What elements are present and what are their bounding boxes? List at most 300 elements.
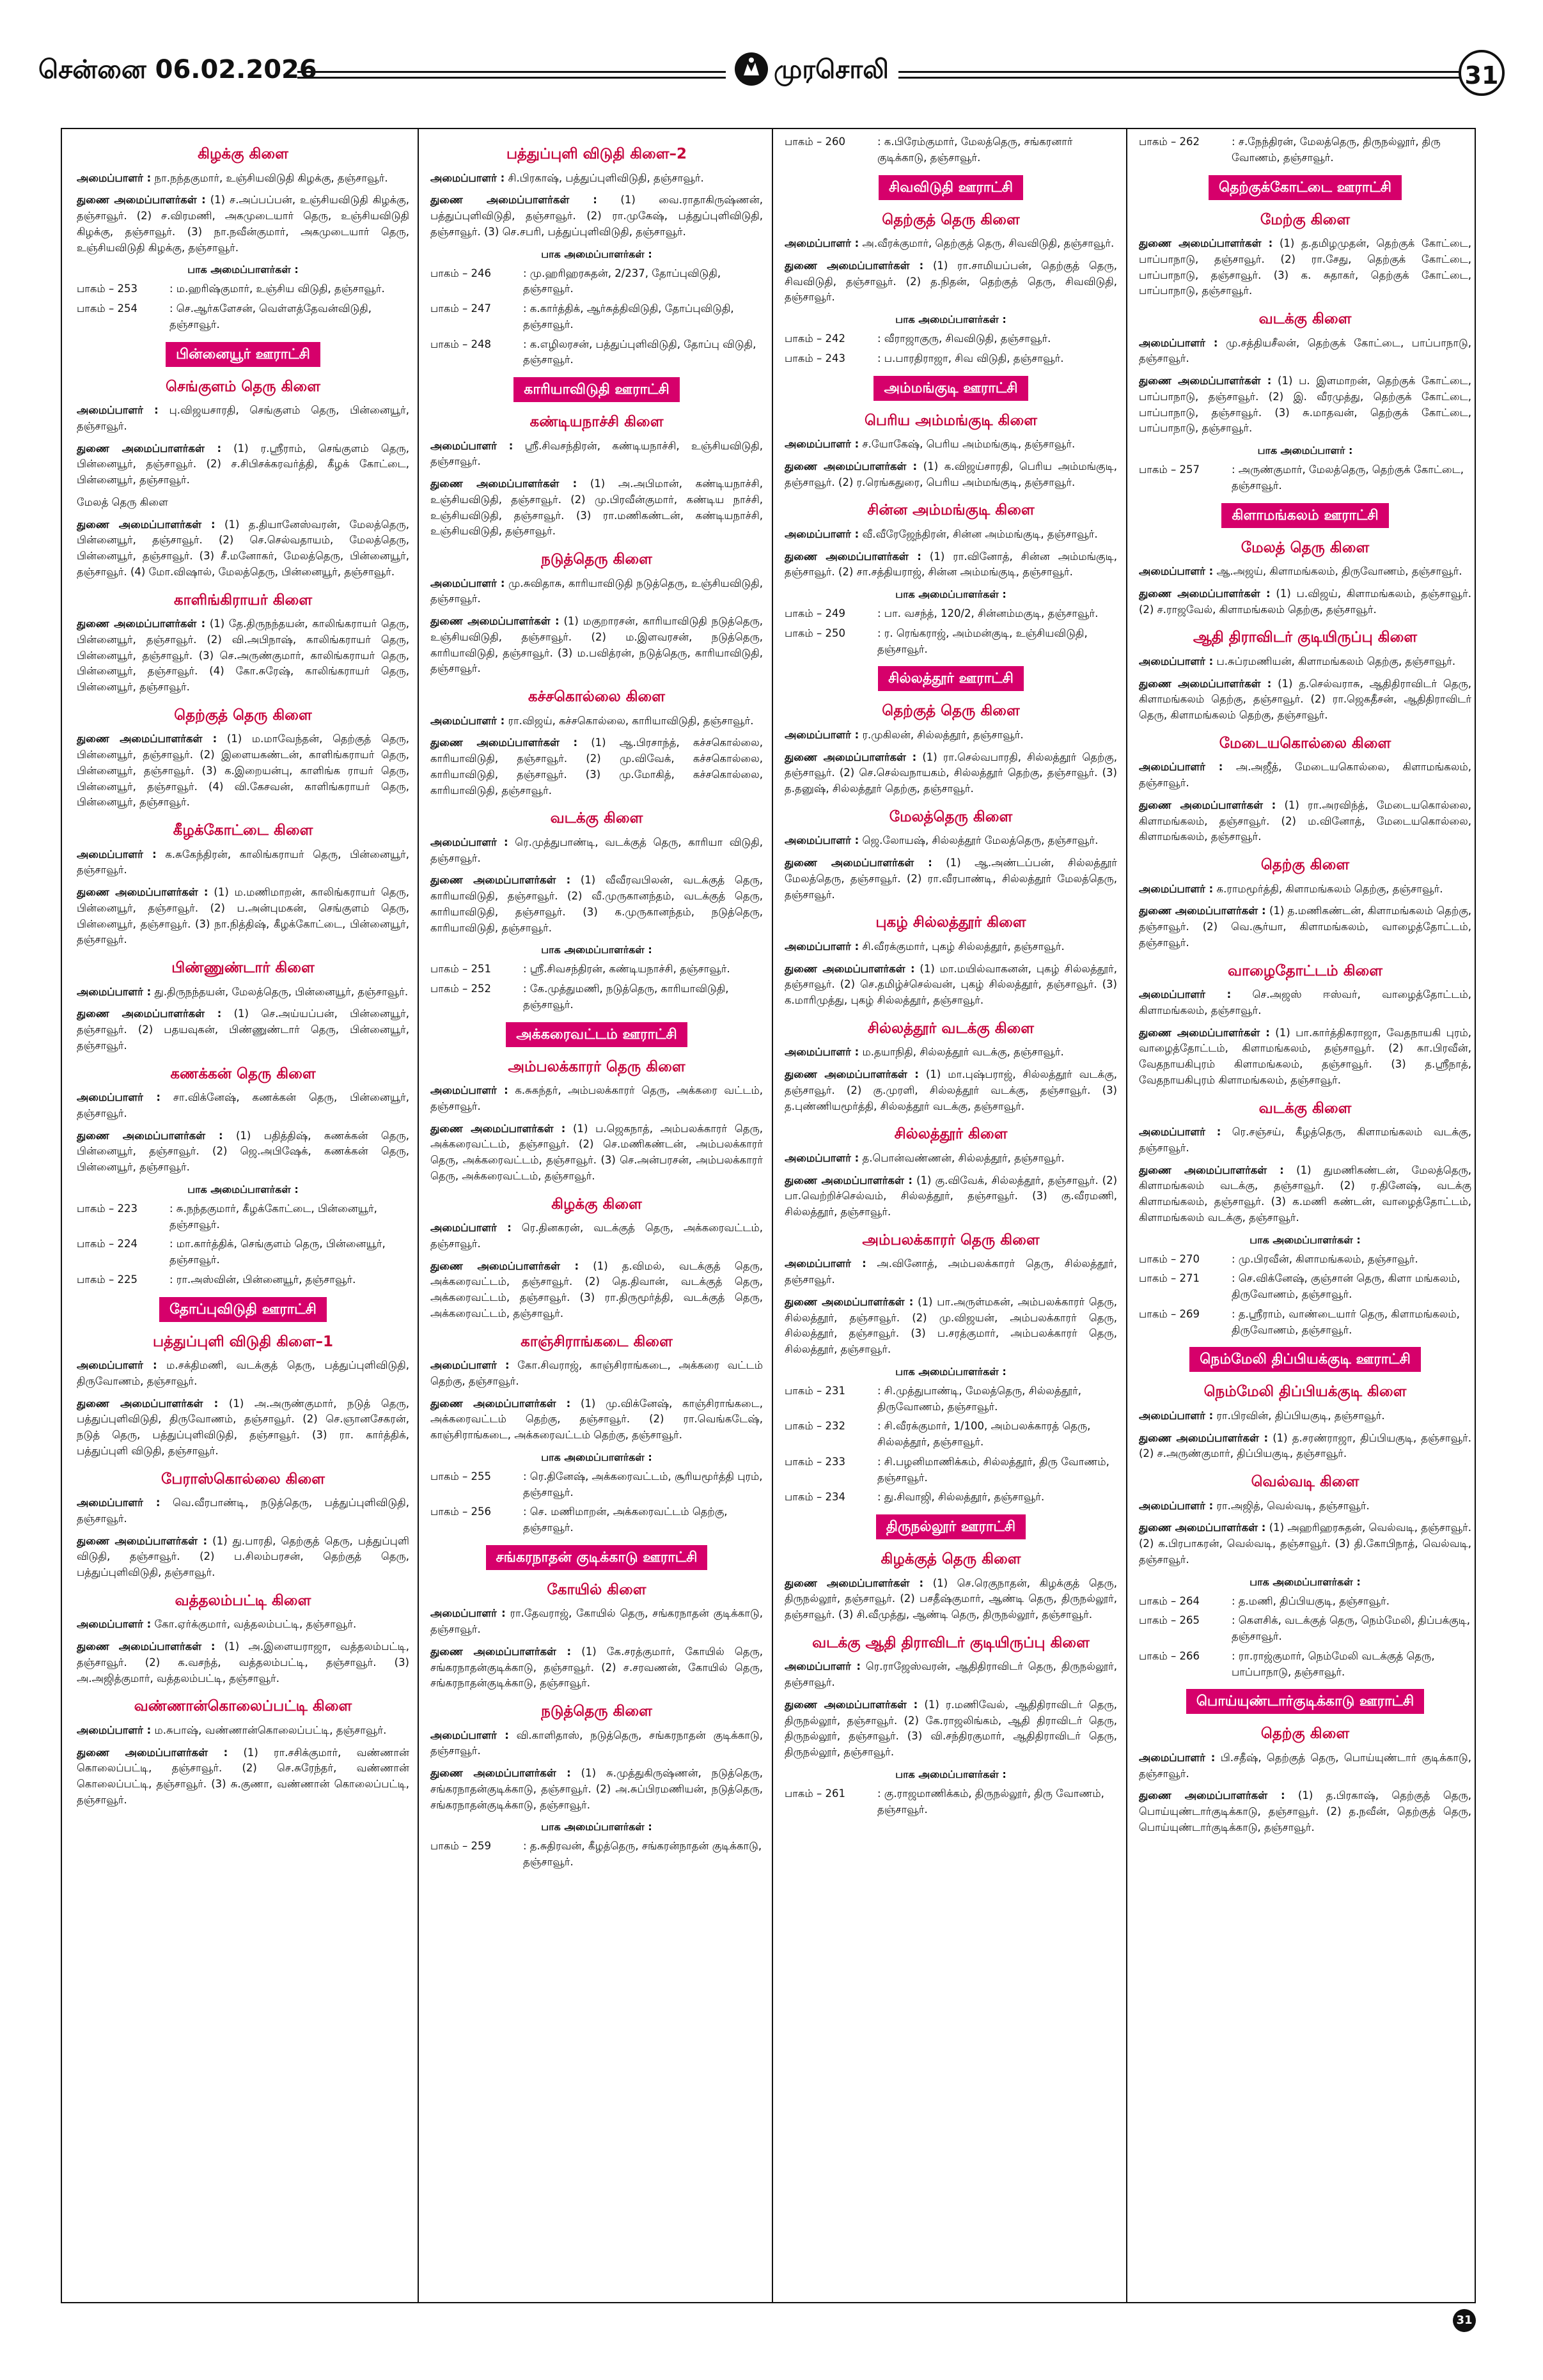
member-entry: [430, 1644, 763, 1692]
member-entry: [430, 1220, 763, 1252]
booth-organiser: : வீராஜாகுரு, சிவவிடுதி, தஞ்சாவூர்.: [877, 332, 1051, 345]
role-label: அமைப்பாளர் :: [1139, 655, 1214, 667]
member-details: (1) ர.ஸ்ரீராம், செங்குளம் தெரு, பின்னையூர், தஞ்சாவூர். (2) ச.சிபிசக்கரவர்த்தி, கீழக் கோட்டை, பின்னையூர், தஞ்சாவூர்.: [77, 442, 409, 486]
member-details: நா.நந்தகுமார், உஞ்சியவிடுதி கிழக்கு, தஞ்சாவூர்.: [154, 171, 388, 184]
member-entry: [785, 1045, 1117, 1061]
booth-number: பாகம் – 252: [430, 983, 491, 995]
member-details: க.சுகந்தர், அம்பலக்காரர் தெரு, அக்கரை வட்டம், தஞ்சாவூர்.: [430, 1084, 763, 1112]
role-label: துணை அமைப்பாளர்கள் :: [1139, 1521, 1266, 1534]
role-label: துணை அமைப்பாளர்கள் :: [77, 194, 206, 206]
branch-heading: வத்தலம்பட்டி கிளை: [175, 1592, 311, 1609]
member-details: (1) வை.ராதாகிருஷ்ணன், பத்துப்புளிவிடுதி, தஞ்சாவூர். (2) ரா.முகேஷ், பத்துப்புளிவிடுதி, தஞ்சாவூர். (3) செ.சபரி, பத்துப்புளிவிடுதி, தஞ்சாவூர்.: [430, 194, 763, 238]
role-label: அமைப்பாளர் :: [1139, 761, 1223, 774]
edition-date: சென்னை 06.02.2026: [38, 55, 317, 84]
role-label: துணை அமைப்பாளர்கள் :: [430, 736, 578, 749]
booth-row: [1139, 134, 1471, 166]
column-2: [430, 134, 763, 2298]
booth-number: பாகம் – 260: [785, 136, 845, 148]
member-details: சி.பிரகாஷ், பத்துப்புளிவிடுதி, தஞ்சாவூர்.: [508, 171, 704, 184]
member-details: ரா.பிரவின், திப்பியகுடி, தஞ்சாவூர்.: [1216, 1409, 1385, 1422]
member-details: பி.சதீஷ், தெற்குத் தெரு, பொய்யுண்டார் குடிக்காடு, தஞ்சாவூர்.: [1139, 1751, 1471, 1780]
member-entry: [1139, 1750, 1471, 1782]
role-label: அமைப்பாளர் :: [1139, 1499, 1214, 1512]
booth-organiser: : மு.ஹரிஹரசுதன், 2/237, தோப்புவிடுதி, தஞ்சாவூர்.: [523, 267, 721, 295]
role-label: அமைப்பாளர் :: [1139, 336, 1218, 349]
role-label: துணை அமைப்பாளர்கள் :: [430, 1259, 579, 1272]
member-entry: [1139, 676, 1471, 724]
member-entry: [1139, 759, 1471, 791]
member-details: (1) து.பாரதி, தெற்குத் தெரு, பத்துப்புளி விடுதி, தஞ்சாவூர். (2) ப.சிலம்பரசன், தெற்குத் தெரு, பத்துப்புளிவிடுதி, தஞ்சாவூர்.: [77, 1534, 409, 1578]
booth-number: பாகம் – 234: [785, 1491, 845, 1504]
booth-subheading: பாக அமைப்பாளர்கள் :: [895, 588, 1006, 600]
booth-subheading: பாக அமைப்பாளர்கள் :: [541, 1821, 652, 1833]
branch-heading: புகழ் சில்லத்தூர் கிளை: [875, 914, 1026, 931]
branch-heading: தெற்கு கிளை: [1260, 1725, 1350, 1743]
member-entry: [430, 1121, 763, 1185]
member-entry: [1139, 236, 1471, 299]
role-label: அமைப்பாளர் :: [430, 1222, 512, 1234]
member-details: (1) ரா.சசிக்குமார், வண்ணான் கொலைப்பட்டி, தஞ்சாவூர். (2) செ.சுரேந்தர், வண்ணான் கொலைப்பட்டி, தஞ்சாவூர். (3) சு.குணா, வண்ணான் கொலைப்பட்டி, தஞ்சாவூர்.: [77, 1746, 409, 1806]
member-entry: [77, 1745, 409, 1808]
booth-organiser: : ஸ்ரீ.சிவசந்திரன், கண்டியநாச்சி, தஞ்சாவூர்.: [523, 963, 730, 976]
member-details: க.ராமமூர்த்தி, கிளாமங்கலம் தெற்கு, தஞ்சாவூர்.: [1216, 882, 1443, 895]
booth-row: [785, 1419, 1117, 1451]
member-details: (1) சு.முத்துகிருஷ்ணன், நடுத்தெரு, சங்கரநாதன்குடிக்காடு, தஞ்சாவூர். (2) அ.சுப்பிரமணியன், நடுத்தெரு, சங்கரநாதன்குடிக்காடு, தஞ்சாவூர்.: [430, 1767, 763, 1811]
booth-row: [430, 1839, 763, 1871]
role-label: அமைப்பாளர் :: [785, 527, 859, 540]
booth-organiser: : ம.ஹரிஷ்குமார், உஞ்சிய விடுதி, தஞ்சாவூர்.: [169, 283, 385, 295]
branch-heading: சில்லத்தூர் கிளை: [894, 1126, 1008, 1143]
role-label: அமைப்பாளர் :: [785, 834, 859, 847]
booth-organiser: : செ.விக்னேஷ், குஞ்சான் தெரு, கிளா மங்கலம், திருவோணம், தஞ்சாவூர்.: [1232, 1272, 1461, 1300]
booth-organiser: : ப.பாரதிராஜா, சிவ விடுதி, தஞ்சாவூர்.: [877, 352, 1064, 364]
member-entry: [785, 1151, 1117, 1167]
booth-row: [430, 1469, 763, 1501]
member-details: (1) த.மணிகண்டன், கிளாமங்கலம் தெற்கு, தஞ்சாவூர். (2) வெ.சூர்யா, கிளாமங்கலம், வாழைத்தோட்டம், தஞ்சாவூர்.: [1139, 905, 1471, 949]
booth-row: [430, 961, 763, 977]
panchayat-heading: சங்கரநாதன் குடிக்காடு ஊராட்சி: [486, 1545, 708, 1570]
member-details: (1) பா.கார்த்திகராஜா, வேதநாயகி புரம், வாழைத்தோட்டம், கிளாமங்கலம், தஞ்சாவூர். (2) கா.பிரவீன், வேதநாயகிபுரம் கிளாமங்கலம், தஞ்சாவூர். (3) த.ஸ்ரீநாத், வேதநாயகிபுரம் கிளாமங்கலம், தஞ்சாவூர்.: [1139, 1026, 1471, 1086]
role-label: துணை அமைப்பாளர்கள் :: [785, 460, 918, 472]
role-label: துணை அமைப்பாளர்கள் :: [785, 1576, 924, 1589]
member-entry: [785, 750, 1117, 797]
member-details: ச.யோகேஷ், பெரிய அம்மங்குடி, தஞ்சாவூர்.: [862, 438, 1076, 450]
branch-heading: கணக்கன் தெரு கிளை: [170, 1065, 316, 1082]
member-details: மு.சுவிதாசு, காரியாவிடுதி நடுத்தெரு, உஞ்சியவிடுதி, தஞ்சாவூர்.: [430, 577, 763, 605]
member-entry: [1139, 1788, 1471, 1835]
member-details: சா.விக்னேஷ், கணக்கன் தெரு, பின்னையூர், தஞ்சாவூர்.: [77, 1091, 409, 1119]
role-label: துணை அமைப்பாளர்கள் :: [430, 615, 560, 627]
member-details: (1) ஆ.பிரசாந்த், கச்சகொல்லை, காரியாவிடுதி, தஞ்சாவூர். (2) மு.விவேக், கச்சகொல்லை, காரியாவிடுதி, தஞ்சாவூர். (3) மு.மோகித், கச்சகொல்லை, காரியாவிடுதி, தஞ்சாவூர்.: [430, 736, 763, 797]
member-entry: [1139, 564, 1471, 580]
member-entry: [785, 1295, 1117, 1358]
role-label: அமைப்பாளர் :: [785, 438, 859, 450]
booth-subheading: பாக அமைப்பாளர்கள் :: [895, 1768, 1006, 1780]
booth-organiser: : சு.நந்தகுமார், கீழக்கோட்டை, பின்னையூர், தஞ்சாவூர்.: [169, 1202, 377, 1231]
role-label: துணை அமைப்பாளர்கள் :: [77, 1640, 215, 1653]
member-entry: [430, 171, 763, 187]
booth-subheading: பாக அமைப்பாளர்கள் :: [895, 313, 1006, 325]
role-label: அமைப்பாளர் :: [430, 1729, 509, 1741]
member-entry: [785, 1067, 1117, 1114]
header-rule-right: [898, 71, 1461, 79]
member-entry: [1139, 586, 1471, 618]
booth-number: பாகம் – 259: [430, 1840, 491, 1853]
member-details: வி.காளிதாஸ், நடுத்தெரு, சங்கரநாதன் குடிக்காடு, தஞ்சாவூர்.: [430, 1729, 763, 1757]
booth-number: பாகம் – 247: [430, 302, 491, 315]
member-entry: [1139, 1163, 1471, 1226]
booth-number: பாகம் – 251: [430, 963, 491, 976]
member-entry: [785, 961, 1117, 1009]
member-entry: [785, 1173, 1117, 1220]
member-entry: [77, 1723, 409, 1739]
member-entry: [77, 984, 409, 1000]
booth-organiser: : த.மணி, திப்பியகுடி, தஞ்சாவூர்.: [1232, 1594, 1390, 1607]
branch-heading: ஆதி திராவிடர் குடியிருப்பு கிளை: [1193, 629, 1418, 646]
member-details: (1) மா.மயில்வாகனன், புகழ் சில்லத்தூர், தஞ்சாவூர். (2) செ.தமிழ்ச்செல்வன், புகழ் சில்லத்தூர், தஞ்சாவூர். (3) க.மாரிமுத்து, புகழ் சில்லத்தூர், தஞ்சாவூர்.: [785, 962, 1117, 1006]
member-entry: [77, 192, 409, 256]
booth-number: பாகம் – 262: [1139, 136, 1200, 148]
branch-heading: மேலத்தெரு கிளை: [889, 808, 1013, 825]
panchayat-heading: அம்மங்குடி ஊராட்சி: [873, 376, 1028, 401]
member-details: (1) பதித்திஷ், கணக்கன் தெரு, பின்னையூர், தஞ்சாவூர். (2) ஜெ.அபிஷேக், கணக்கன் தெரு, பின்னையூர், தஞ்சாவூர்.: [77, 1129, 409, 1173]
booth-organiser: : த.ஸ்ரீராம், வாண்டையார் தெரு, கிளாமங்கலம், திருவோணம், தஞ்சாவூர்.: [1232, 1307, 1460, 1336]
member-details: (1) அ.அபிமான், கண்டியநாச்சி, உஞ்சியவிடுதி, தஞ்சாவூர். (2) மு.பிரவீன்குமார், கண்டிய நாச்சி, உஞ்சியவிடுதி, தஞ்சாவூர். (3) ரா.மணிகண்டன், கண்டியநாச்சி, உஞ்சியவிடுதி, தஞ்சாவூர்.: [430, 478, 763, 538]
role-label: அமைப்பாளர் :: [77, 985, 152, 998]
member-entry: [430, 1396, 763, 1443]
member-entry: [785, 1256, 1117, 1288]
booth-number: பாகம் – 248: [430, 338, 491, 350]
booth-subheading: பாக அமைப்பாளர்கள் :: [895, 1365, 1006, 1378]
role-label: துணை அமைப்பாளர்கள் :: [1139, 1431, 1269, 1444]
member-details: (1) செ.ரெகுநாதன், கிழக்குத் தெரு, திருநல்லூர், தஞ்சாவூர். (2) பசதீஷ்குமார், ஆண்டி தெரு, திருநல்லூர், தஞ்சாவூர். (3) சி.வீமுத்து, ஆண்டி தெரு, திருநல்லூர், தஞ்சாவூர்.: [785, 1576, 1117, 1621]
role-label: துணை அமைப்பாளர்கள் :: [77, 518, 215, 531]
panchayat-heading: நெம்மேலி திப்பியக்குடி ஊராட்சி: [1189, 1347, 1421, 1372]
member-details: (1) துமணிகண்டன், மேலத்தெரு, கிளாமங்கலம் வடக்கு, தஞ்சாவூர். (2) ர.தினேஷ், வடக்கு கிளாமங்கலம், தஞ்சாவூர். (3) க.மணி கண்டன், வாழைத்தோட்டம், கிளாமங்கலம் வடக்கு, தஞ்சாவூர்.: [1139, 1163, 1471, 1224]
role-label: அமைப்பாளர் :: [77, 404, 159, 416]
role-label: அமைப்பாளர் :: [1139, 565, 1214, 577]
booth-number: பாகம் – 257: [1139, 463, 1200, 476]
booth-number: பாகம் – 254: [77, 302, 137, 315]
booth-organiser: : கே.முத்துமணி, நடுத்தெரு, காரியாவிடுதி, தஞ்சாவூர்.: [523, 983, 729, 1011]
booth-organiser: : மு.பிரவீன், கிளாமங்கலம், தஞ்சாவூர்.: [1232, 1252, 1418, 1265]
role-label: அமைப்பாளர் :: [1139, 882, 1214, 895]
member-details: (1) கு.விவேக், சில்லத்தூர், தஞ்சாவூர். (2) பா.வெற்றிச்செல்வம், சில்லத்தூர், தஞ்சாவூர். (3) கு.வீரமணி, சில்லத்தூர், தஞ்சாவூர்.: [785, 1174, 1117, 1218]
member-entry: [77, 885, 409, 948]
booth-organiser: : ர. ரெங்கராஜ், அம்மன்குடி, உஞ்சியவிடுதி, தஞ்சாவூர்.: [877, 626, 1088, 655]
branch-heading: மேற்கு கிளை: [1260, 211, 1351, 228]
branch-heading: அம்பலக்காரர் தெரு கிளை: [862, 1231, 1040, 1248]
role-label: அமைப்பாளர் :: [1139, 988, 1232, 1000]
role-label: அமைப்பாளர் :: [1139, 1409, 1214, 1422]
member-entry: [430, 476, 763, 540]
member-entry: [430, 1766, 763, 1813]
role-label: அமைப்பாளர் :: [1139, 1126, 1221, 1138]
column-content: [430, 143, 763, 1871]
member-entry: [785, 833, 1117, 849]
branch-heading: கச்சகொல்லை கிளை: [528, 688, 666, 705]
booth-row: [785, 134, 1117, 166]
booth-organiser: : அருண்குமார், மேலத்தெரு, தெற்குக் கோட்டை, தஞ்சாவூர்.: [1232, 463, 1464, 492]
branch-heading: பத்துப்புளி விடுதி கிளை–2: [506, 146, 687, 162]
booth-subheading: பாக அமைப்பாளர்கள் :: [187, 1183, 299, 1195]
branch-heading: பேராஸ்கொல்லை கிளை: [161, 1470, 325, 1488]
member-entry: [1139, 798, 1471, 845]
member-details: ரா.தேவராஜ், கோயில் தெரு, சங்கரநாதன் குடிக்காடு, தஞ்சாவூர்.: [430, 1607, 763, 1635]
role-label: துணை அமைப்பாளர்கள் :: [785, 1698, 918, 1711]
branch-heading: வடக்கு கிளை: [550, 810, 643, 827]
booth-subheading: பாக அமைப்பாளர் :: [1257, 444, 1353, 456]
booth-row: [785, 606, 1117, 622]
branch-heading: கிழக்கு கிளை: [551, 1195, 642, 1213]
role-label: துணை அமைப்பாளர்கள் :: [430, 1397, 571, 1410]
booth-organiser: : ரா.ராஜ்குமார், நெம்மேலி வடக்குத் தெரு, பாப்பாநாடு, தஞ்சாவூர்.: [1232, 1649, 1435, 1678]
booth-number: பாகம் – 249: [785, 607, 845, 619]
booth-organiser: : க.பிரேம்குமார், மேலத்தெரு, சங்கரனார் குடிக்காடு, தஞ்சாவூர்.: [877, 136, 1073, 164]
role-label: துணை அமைப்பாளர்கள் :: [1139, 1163, 1284, 1176]
member-entry: [430, 873, 763, 936]
role-label: துணை அமைப்பாளர்கள் :: [430, 478, 577, 490]
booth-row: [1139, 1271, 1471, 1303]
role-label: அமைப்பாளர் :: [430, 1359, 510, 1371]
member-entry: [1139, 1498, 1471, 1514]
role-label: அமைப்பாளர் :: [77, 1091, 161, 1103]
booth-row: [785, 626, 1117, 658]
booth-organiser: : த.சுதிரவன், கீழத்தெரு, சங்கரன்நாதன் குடிக்காடு, தஞ்சாவூர்.: [523, 1840, 762, 1868]
branch-heading: பத்துப்புளி விடுதி கிளை–1: [152, 1333, 334, 1350]
booth-organiser: : சி.முத்துபாண்டி, மேலத்தெரு, சில்லத்தூர், திருவோணம், தஞ்சாவூர்.: [877, 1384, 1081, 1413]
member-details: ஜெ.லோயஷ், சில்லத்தூர் மேலத்தெரு, தஞ்சாவூர்.: [862, 834, 1099, 847]
member-details: மேலத் தெரு கிளை: [77, 495, 168, 508]
panchayat-heading: தெற்குக்கோட்டை ஊராட்சி: [1209, 175, 1402, 200]
paper-logo-icon: [732, 50, 771, 88]
branch-heading: வண்ணான்கொலைப்பட்டி கிளை: [134, 1698, 352, 1715]
member-details: அ.அஜீத், மேடையகொல்லை, கிளாமங்கலம், தஞ்சாவூர்.: [1139, 761, 1471, 789]
role-label: துணை அமைப்பாளர்கள் :: [77, 1746, 228, 1759]
branch-heading: செங்குளம் தெரு கிளை: [166, 378, 320, 395]
role-label: அமைப்பாளர் :: [77, 1497, 161, 1509]
role-label: அமைப்பாளர் :: [785, 728, 859, 741]
branch-heading: பெரிய அம்மங்குடி கிளை: [864, 412, 1037, 429]
member-entry: [77, 731, 409, 811]
booth-subheading: பாக அமைப்பாளர்கள் :: [1249, 1233, 1361, 1246]
booth-row: [77, 1236, 409, 1268]
booth-number: பாகம் – 270: [1139, 1252, 1200, 1265]
member-details: (1) த.தியானேஸ்வரன், மேலத்தெரு, பின்னையூர், தஞ்சாவூர். (2) செ.செல்வதாயம், மேலத்தெரு, பின்னையூர், தஞ்சாவூர். (3) சீ.மனோகர், மேலத்தெரு, பின்னையூர், தஞ்சாவூர். (4) மோ.விஷால், மேலத்தெரு, பின்னையூர், தஞ்சாவூர்.: [77, 518, 409, 578]
role-label: அமைப்பாளர் :: [77, 171, 152, 184]
member-details: ப.சுப்ரமணியன், கிளாமங்கலம் தெற்கு, தஞ்சாவூர்.: [1216, 655, 1456, 667]
role-label: துணை அமைப்பாளர்கள் :: [785, 751, 917, 763]
booth-organiser: : மா.கார்த்திக், செங்குளம் தெரு, பின்னையூர், தஞ்சாவூர்.: [169, 1238, 386, 1266]
booth-organiser: : செ.ஆர்களேசன், வெள்ளத்தேவன்விடுதி, தஞ்சாவூர்.: [169, 302, 372, 331]
booth-row: [785, 1786, 1117, 1818]
role-label: அமைப்பாளர் :: [430, 171, 505, 184]
role-label: அமைப்பாளர் :: [785, 1257, 866, 1270]
member-details: ம.தயாநிதி, சில்லத்தூர் வடக்கு, தஞ்சாவூர்.: [862, 1046, 1064, 1059]
member-entry: [785, 258, 1117, 306]
member-details: (1) ப.விஜய், கிளாமங்கலம், தஞ்சாவூர். (2) ச.ராஜவேல், கிளாமங்கலம் தெற்கு, தஞ்சாவூர்.: [1139, 587, 1471, 616]
column-content: [785, 134, 1117, 1817]
booth-number: பாகம் – 231: [785, 1384, 845, 1397]
booth-number: பாகம் – 266: [1139, 1649, 1200, 1662]
member-details: ம.சுபாஷ், வண்ணான்கொலைப்பட்டி, தஞ்சாவூர்.: [154, 1723, 387, 1736]
member-entry: [430, 713, 763, 729]
role-label: அமைப்பாளர் :: [785, 1046, 859, 1059]
role-label: அமைப்பாளர் :: [430, 577, 505, 589]
member-entry: [430, 576, 763, 608]
booth-organiser: : து.சிவாஜி, சில்லத்தூர், தஞ்சாவூர்.: [877, 1491, 1045, 1504]
member-entry: [430, 439, 763, 471]
role-label: துணை அமைப்பாளர்கள் :: [1139, 237, 1273, 249]
member-entry: [430, 1259, 763, 1322]
panchayat-heading: சில்லத்தூர் ஊராட்சி: [878, 666, 1024, 691]
member-details: ஸ்ரீ.சிவசந்திரன், கண்டியநாச்சி, உஞ்சியவிடுதி, தஞ்சாவூர்.: [430, 439, 763, 468]
branch-heading: சில்லத்தூர் வடக்கு கிளை: [867, 1020, 1035, 1037]
member-entry: [785, 549, 1117, 581]
member-entry: [785, 459, 1117, 491]
booth-number: பாகம் – 223: [77, 1202, 137, 1215]
booth-number: பாகம் – 225: [77, 1273, 137, 1286]
role-label: துணை அமைப்பாளர்கள் :: [77, 886, 208, 898]
branch-heading: தெற்குத் தெரு கிளை: [882, 703, 1020, 720]
branch-heading: நடுத்தெரு கிளை: [541, 551, 652, 568]
branch-heading: காளிங்கிராயர் கிளை: [173, 591, 313, 609]
member-details: (1) ம.மாவேந்தன், தெற்குத் தெரு, பின்னையூர், தஞ்சாவூர். (2) இளையகண்டன், காளிங்கராயர் தெரு, பின்னையூர், தஞ்சாவூர். (3) க.இறையன்பு, காளிங்க ராயர் தெரு, பின்னையூர், தஞ்சாவூர். (4) வி.கேசவன், காளிங்கராயர் தெரு, பின்னையூர், தஞ்சாவூர்.: [77, 733, 409, 809]
member-entry: [785, 1697, 1117, 1761]
branch-heading: வடக்கு கிளை: [1258, 311, 1352, 327]
member-details: (1) பா.அருள்மகன், அம்பலக்காரர் தெரு, சில்லத்தூர், தஞ்சாவூர். (2) மு.விஜயன், அம்பலக்காரர் தெரு, சில்லத்தூர், தஞ்சாவூர். (3) ப.சரத்குமார், அம்பலக்காரர் தெரு, சில்லத்தூர், தஞ்சாவூர்.: [785, 1295, 1117, 1355]
member-details: (1) ரா.சாமியப்பன், தெற்குத் தெரு, சிவவிடுதி, தஞ்சாவூர். (2) த.நிதன், தெற்குத் தெரு, சிவவிடுதி, தஞ்சாவூர்.: [785, 259, 1117, 304]
member-entry: [785, 437, 1117, 453]
booth-row: [785, 1454, 1117, 1486]
branch-heading: கீழக்கோட்டை கிளை: [173, 822, 313, 839]
member-entry: [430, 1083, 763, 1115]
booth-row: [77, 281, 409, 297]
role-label: அமைப்பாளர் :: [785, 1660, 861, 1673]
branch-heading: பிண்ணுண்டார் கிளை: [171, 960, 315, 976]
booth-number: பாகம் – 224: [77, 1238, 137, 1250]
page-header: [38, 50, 1505, 101]
member-details: (1) த.செல்வராசு, ஆதிதிராவிடர் தெரு, கிளாமங்கலம் தெற்கு, தஞ்சாவூர். (2) ரா.ஜெகதீசன், ஆதிதிராவிடர் தெரு, கிளாமங்கலம் தெற்கு, தஞ்சாவூர்.: [1139, 677, 1471, 721]
panchayat-heading: சிவவிடுதி ஊராட்சி: [879, 175, 1023, 200]
member-entry: [430, 614, 763, 677]
member-details: (1) ரா.வினோத், சின்ன அம்மங்குடி, தஞ்சாவூர். (2) சா.சத்தியராஜ், சின்ன அம்மங்குடி, தஞ்சாவூர்.: [785, 550, 1117, 579]
role-label: துணை அமைப்பாளர்கள் :: [1139, 375, 1272, 387]
booth-row: [1139, 1307, 1471, 1339]
member-details: செ.அஜஸ் ஈஸ்வர், வாழைத்தோட்டம், கிளாமங்கலம், தஞ்சாவூர்.: [1139, 988, 1471, 1016]
member-details: (1) த.சரண்ராஜா, திப்பியகுடி, தஞ்சாவூர். (2) ச.அருண்குமார், திப்பியகுடி, தஞ்சாவூர்.: [1139, 1431, 1471, 1460]
branch-heading: நடுத்தெரு கிளை: [541, 1703, 652, 1720]
member-details: சி.வீரக்குமார், புகழ் சில்லத்தூர், தஞ்சாவூர்.: [862, 940, 1065, 953]
panchayat-heading: திருநல்லூர் ஊராட்சி: [876, 1514, 1026, 1539]
member-details: (1) அ.அருண்குமார், நடுத் தெரு, பத்துப்புளிவிடுதி, திருவோணம், தஞ்சாவூர். (2) செ.ஞானசேகரன், நடுத் தெரு, பத்துப்புளிவிடுதி, தஞ்சாவூர். (3) ரா. கார்த்திக், பத்துப்புளி விடுதி, தஞ்சாவூர்.: [77, 1397, 409, 1457]
column-divider: [772, 128, 773, 2303]
member-details: வெ.வீரபாண்டி, நடுத்தெரு, பத்துப்புளிவிடுதி, தஞ்சாவூர்.: [77, 1497, 409, 1525]
member-details: (1) வீவீரவபிலன், வடக்குத் தெரு, காரியாவிடுதி, தஞ்சாவூர். (2) வீ.முருகானந்தம், வடக்குத் தெரு, காரியாவிடுதி, தஞ்சாவூர். (3) க.முருகானந்தம், நடுத்தெரு, காரியாவிடுதி, தஞ்சாவூர்.: [430, 874, 763, 934]
role-label: துணை அமைப்பாளர்கள் :: [785, 1068, 919, 1080]
member-entry: [430, 1606, 763, 1638]
branch-heading: கோயில் கிளை: [547, 1581, 646, 1598]
role-label: துணை அமைப்பாளர்கள் :: [785, 259, 924, 272]
booth-organiser: : சி.வீரக்குமார், 1/100, அம்பலக்காரத் தெரு, சில்லத்தூர், தஞ்சாவூர்.: [877, 1420, 1091, 1448]
member-entry: [77, 1006, 409, 1054]
booth-row: [430, 1504, 763, 1536]
member-entry: [430, 1728, 763, 1760]
member-details: ரா.விஜய், கச்சகொல்லை, காரியாவிடுதி, தஞ்சாவூர்.: [508, 714, 754, 727]
member-details: ம.சக்திமணி, வடக்குத் தெரு, பத்துப்புளிவிடுதி, திருவோணம், தஞ்சாவூர்.: [77, 1359, 409, 1387]
branch-heading: வடக்கு கிளை: [1258, 1100, 1352, 1117]
member-details: (1) ப. இளமாறன், தெற்குக் கோட்டை, பாப்பாநாடு, தஞ்சாவூர். (2) இ. வீரமுத்து, தெற்குக் கோட்டை, பாப்பாநாடு, தஞ்சாவூர். (3) சு.மாதவன், தெற்குக் கோட்டை, பாப்பாநாடு, தஞ்சாவூர்.: [1139, 375, 1471, 435]
booth-number: பாகம் – 261: [785, 1787, 845, 1800]
member-details: ஆ.அஜய், கிளாமங்கலம், திருவோணம், தஞ்சாவூர்.: [1216, 565, 1462, 577]
role-label: துணை அமைப்பாளர்கள் :: [77, 1397, 219, 1410]
role-label: துணை அமைப்பாளர்கள் :: [1139, 1026, 1270, 1039]
member-entry: [785, 1659, 1117, 1691]
member-details: ரெ.முத்துபாண்டி, வடக்குத் தெரு, காரியா விடுதி, தஞ்சாவூர்.: [430, 836, 763, 864]
branch-heading: தெற்கு கிளை: [1260, 857, 1350, 873]
member-entry: [77, 616, 409, 696]
member-details: (1) அஹரிஹரசுதன், வெல்வடி, தஞ்சாவூர். (2) க.பிரபாகரன், வெல்வடி, தஞ்சாவூர். (3) தி.கோபிநாத், வெல்வடி, தஞ்சாவூர்.: [1139, 1521, 1471, 1566]
member-entry: [1139, 1025, 1471, 1089]
booth-organiser: : கௌசிக், வடக்குத் தெரு, நெம்மேலி, திப்பக்குடி, தஞ்சாவூர்.: [1232, 1614, 1471, 1642]
booth-number: பாகம் – 232: [785, 1420, 845, 1433]
booth-subheading: பாக அமைப்பாளர்கள் :: [187, 263, 299, 276]
role-label: அமைப்பாளர் :: [785, 940, 859, 953]
member-entry: [1139, 1124, 1471, 1156]
role-label: துணை அமைப்பாளர்கள் :: [77, 442, 222, 455]
member-details: (1) த.விமல், வடக்குத் தெரு, அக்கரைவட்டம், தஞ்சாவூர். (2) தெ.திவான், வடக்குத் தெரு, அக்கரைவட்டம், தஞ்சாவூர். (3) ரா.திருமூர்த்தி, வடக்குத் தெரு, அக்கரைவட்டம், தஞ்சாவூர்.: [430, 1259, 763, 1319]
booth-row: [1139, 1613, 1471, 1645]
booth-subheading: பாக அமைப்பாளர்கள் :: [541, 944, 652, 956]
member-details: ரெ.ராஜேஸ்வரன், ஆதிதிராவிடர் தெரு, திருநல்லூர், தஞ்சாவூர்.: [785, 1660, 1117, 1688]
paper-name: முரசொலி: [774, 55, 889, 84]
member-details: (1) த.தமிழமுதன், தெற்குக் கோட்டை, பாப்பாநாடு, தஞ்சாவூர். (2) ரா.சேது, தெற்குக் கோட்டை, பாப்பாநாடு, தஞ்சாவூர். (3) க. சுதாகர், தெற்குக் கோட்டை, பாப்பாநாடு, தஞ்சாவூர்.: [1139, 237, 1471, 297]
member-details: த.பொன்வண்ணன், சில்லத்தூர், தஞ்சாவூர்.: [862, 1151, 1065, 1164]
booth-row: [1139, 1649, 1471, 1681]
booth-row: [1139, 1594, 1471, 1610]
member-entry: [77, 1090, 409, 1122]
branch-heading: மேடையகொல்லை கிளை: [1219, 735, 1391, 752]
member-entry: [77, 1358, 409, 1390]
booth-number: பாகம் – 250: [785, 626, 845, 639]
role-label: அமைப்பாளர் :: [77, 1723, 152, 1736]
role-label: துணை அமைப்பாளர்கள் :: [1139, 798, 1276, 811]
branch-heading: தெற்குத் தெரு கிளை: [882, 211, 1020, 228]
role-label: துணை அமைப்பாளர்கள் :: [77, 618, 206, 630]
column-divider: [1126, 128, 1127, 2303]
member-details: (1) மு.விக்னேஷ், காஞ்சிராங்கடை, அக்கரைவட்டம் தெற்கு, தஞ்சாவூர். (2) ரா.வெங்கடேஷ், காஞ்சிராங்கடை, அக்கரைவட்டம் தெற்கு, தஞ்சாவூர்.: [430, 1397, 763, 1441]
column-content: [77, 143, 409, 1808]
member-entry: [77, 403, 409, 435]
branch-heading: காஞ்சிராங்கடை கிளை: [521, 1333, 673, 1350]
member-entry: [77, 495, 409, 511]
role-label: துணை அமைப்பாளர்கள் :: [77, 1007, 222, 1020]
role-label: அமைப்பாளர் :: [430, 1607, 506, 1620]
booth-subheading: பாக அமைப்பாளர்கள் :: [1249, 1575, 1361, 1588]
member-entry: [785, 527, 1117, 543]
role-label: துணை அமைப்பாளர்கள் :: [430, 1122, 566, 1135]
role-label: துணை அமைப்பாளர்கள் :: [430, 194, 597, 206]
booth-row: [785, 331, 1117, 347]
booth-organiser: : சி.பழனிமாணிக்கம், சில்லத்தூர், திரு வோணம், தஞ்சாவூர்.: [877, 1455, 1109, 1484]
branch-heading: கிழக்கு கிளை: [198, 146, 288, 162]
column-1: [77, 134, 409, 2298]
member-details: (1) கே.சரத்குமார், கோயில் தெரு, சங்கரநாதன்குடிக்காடு, தஞ்சாவூர். (2) ச.சரவணன், கோயில் தெரு, சங்கரநாதன்குடிக்காடு, தஞ்சாவூர்.: [430, 1645, 763, 1690]
member-entry: [785, 855, 1117, 903]
member-details: (1) ரா.அரவிந்த், மேடையகொல்லை, கிளாமங்கலம், தஞ்சாவூர். (2) ம.வினோத், மேடையகொல்லை, கிளாமங்கலம், தஞ்சாவூர்.: [1139, 798, 1471, 843]
booth-number: பாகம் – 256: [430, 1505, 491, 1518]
booth-organiser: : க.எழிலரசன், பத்துப்புளிவிடுதி, தோப்பு விடுதி, தஞ்சாவூர்.: [523, 338, 756, 366]
